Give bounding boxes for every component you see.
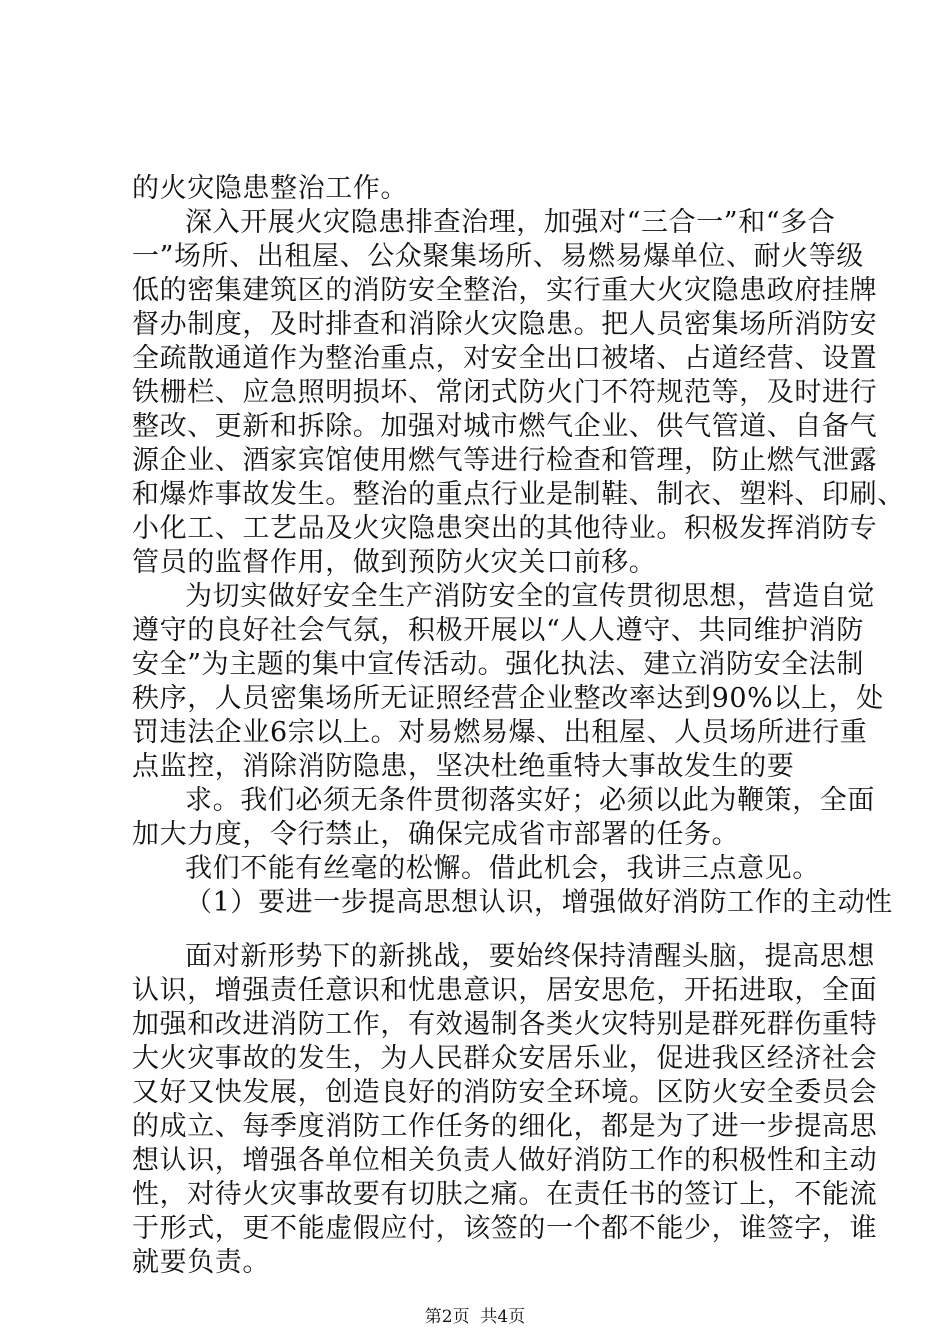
page-number-footer: 第2页 共4页 <box>424 1307 526 1327</box>
text-line: 整改、更新和拆除。加强对城市燃气企业、供气管道、自备气 <box>132 411 878 442</box>
text-line: 求。我们必须无条件贯彻落实好；必须以此为鞭策，全面 <box>185 785 875 816</box>
text-line: 的成立、每季度消防工作任务的细化，都是为了进一步提高思 <box>132 1111 878 1142</box>
text-line: 全疏散通道作为整治重点，对安全出口被堵、占道经营、设置 <box>132 343 878 374</box>
text-line: 大火灾事故的发生，为人民群众安居乐业，促进我区经济社会 <box>132 1043 878 1074</box>
text-line: 低的密集建筑区的消防安全整治，实行重大火灾隐患政府挂牌 <box>132 275 878 306</box>
text-line: 和爆炸事故发生。整治的重点行业是制鞋、制衣、塑料、印刷、 <box>132 479 905 510</box>
text-line: （1）要进一步提高思想认识，增强做好消防工作的主动性 <box>185 887 893 918</box>
text-line: 深入开展火灾隐患排查治理，加强对“三合一”和“多合 <box>185 207 836 238</box>
text-line: 一”场所、出租屋、公众聚集场所、易燃易爆单位、耐火等级 <box>132 241 865 272</box>
text-line: 又好又快发展，创造良好的消防安全环境。区防火安全委员会 <box>132 1077 878 1108</box>
text-line: 铁栅栏、应急照明损坏、常闭式防火门不符规范等，及时进行 <box>132 377 878 408</box>
text-line: 的火灾隐患整治工作。 <box>132 173 408 204</box>
text-line: 加大力度，令行禁止，确保完成省市部署的任务。 <box>132 819 740 850</box>
text-line: 罚违法企业6宗以上。对易燃易爆、出租屋、人员场所进行重 <box>132 717 868 748</box>
text-line: 性，对待火灾事故要有切肤之痛。在责任书的签订上，不能流 <box>132 1179 878 1210</box>
text-line: 加强和改进消防工作，有效遏制各类火灾特别是群死群伤重特 <box>132 1009 878 1040</box>
text-line: 督办制度，及时排查和消除火灾隐患。把人员密集场所消防安 <box>132 309 878 340</box>
text-line: 点监控，消除消防隐患，坚决杜绝重特大事故发生的要 <box>132 751 795 782</box>
text-line: 源企业、酒家宾馆使用燃气等进行检查和管理，防止燃气泄露 <box>132 445 878 476</box>
text-line: 就要负责。 <box>132 1247 270 1278</box>
text-line: 小化工、工艺品及火灾隐患突出的其他待业。积极发挥消防专 <box>132 513 878 544</box>
text-line: 安全”为主题的集中宣传活动。强化执法、建立消防安全法制 <box>132 649 865 680</box>
text-line: 秩序，人员密集场所无证照经营企业整改率达到90%以上，处 <box>132 683 884 714</box>
text-line: 管员的监督作用，做到预防火灾关口前移。 <box>132 547 657 578</box>
text-line: 认识，增强责任意识和忧患意识，居安思危，开拓进取，全面 <box>132 975 878 1006</box>
text-line: 想认识，增强各单位相关负责人做好消防工作的积极性和主动 <box>132 1145 878 1176</box>
text-line: 面对新形势下的新挑战，要始终保持清醒头脑，提高思想 <box>185 941 875 972</box>
text-line: 为切实做好安全生产消防安全的宣传贯彻思想，营造自觉 <box>185 581 875 612</box>
text-line: 遵守的良好社会气氛，积极开展以“人人遵守、共同维护消防 <box>132 615 865 646</box>
text-line: 我们不能有丝毫的松懈。借此机会，我讲三点意见。 <box>185 853 820 884</box>
text-line: 于形式，更不能虚假应付，该签的一个都不能少，谁签字，谁 <box>132 1213 878 1244</box>
